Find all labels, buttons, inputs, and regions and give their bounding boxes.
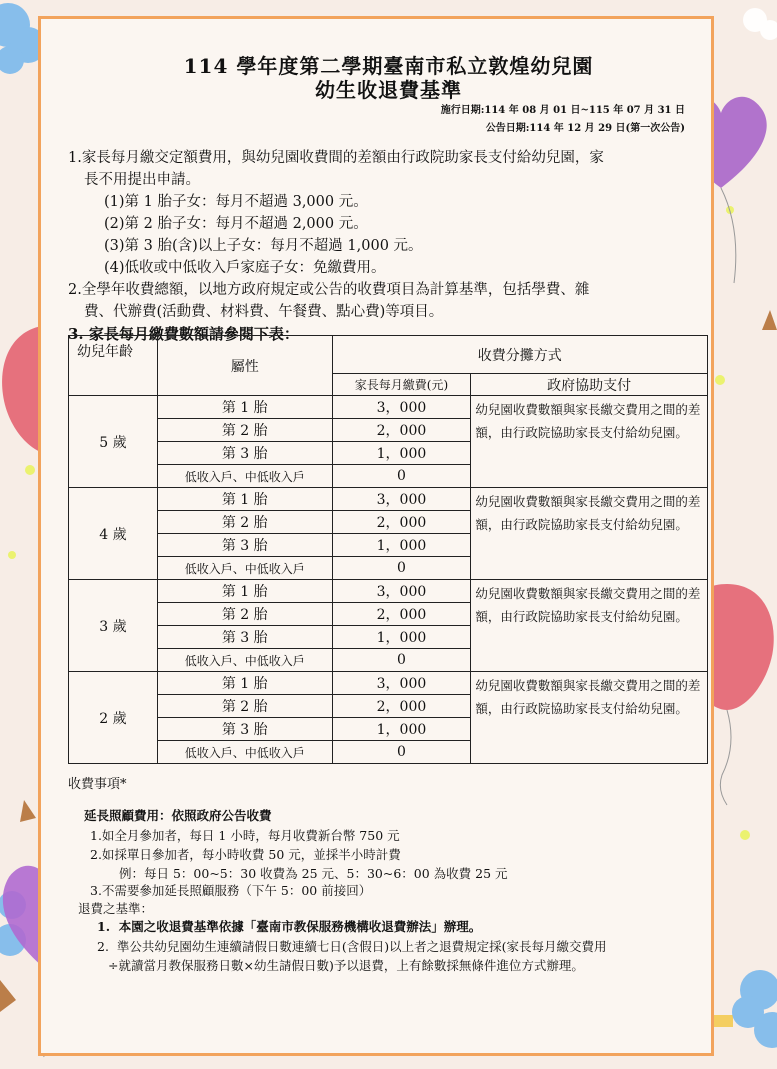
fee-cell: 2，000 bbox=[332, 511, 471, 534]
attribute-cell: 第 3 胎 bbox=[157, 442, 332, 465]
attribute-cell: 第 2 胎 bbox=[157, 603, 332, 626]
fee-cell: 3，000 bbox=[332, 396, 471, 419]
gov-support-cell: 幼兒園收費數額與家長繳交費用之間的差額，由行政院協助家長支付給幼兒園。 bbox=[471, 396, 708, 488]
fee-cell: 3，000 bbox=[332, 580, 471, 603]
effective-date: 施行日期:114 年 08 月 01 日~115 年 07 月 31 日 bbox=[440, 105, 685, 116]
attribute-cell: 第 3 胎 bbox=[157, 626, 332, 649]
list-item: 2.如採單日參加者，每小時收費 50 元，並採半小時計費 bbox=[90, 847, 401, 862]
list-item: (3)第 3 胎(含)以上子女：每月不超過 1,000 元。 bbox=[104, 238, 423, 254]
attribute-cell: 低收入戶、中低收入戶 bbox=[157, 649, 332, 672]
list-item: 1. 本園之收退費基準依據「臺南市教保服務機構收退費辦法」辦理。 bbox=[97, 919, 482, 934]
fee-cell: 3，000 bbox=[332, 488, 471, 511]
age-cell: 2 歲 bbox=[69, 672, 158, 764]
list-item: (1)第 1 胎子女：每月不超過 3,000 元。 bbox=[104, 194, 368, 210]
title-line-2: 幼生收退費基準 bbox=[315, 78, 462, 102]
attribute-cell: 第 3 胎 bbox=[157, 718, 332, 741]
table-row bbox=[69, 672, 708, 695]
gov-support-cell: 幼兒園收費數額與家長繳交費用之間的差額，由行政院協助家長支付給幼兒園。 bbox=[471, 488, 708, 580]
age-cell: 3 歲 bbox=[69, 580, 158, 672]
list-item: 1.如全月參加者，每日 1 小時，每月收費新台幣 750 元 bbox=[90, 828, 400, 843]
fee-cell: 2，000 bbox=[332, 695, 471, 718]
attribute-cell: 低收入戶、中低收入戶 bbox=[157, 741, 332, 764]
age-cell: 4 歲 bbox=[69, 488, 158, 580]
fee-table bbox=[68, 335, 708, 764]
announced-date: 公告日期:114 年 12 月 29 日(第一次公告) bbox=[485, 123, 685, 134]
table-row bbox=[69, 488, 708, 511]
notes-heading: 收費事項* bbox=[68, 777, 127, 792]
list-item: (4)低收或中低收入戶家庭子女：免繳費用。 bbox=[104, 260, 386, 276]
gov-support-cell: 幼兒園收費數額與家長繳交費用之間的差額，由行政院協助家長支付給幼兒園。 bbox=[471, 580, 708, 672]
fee-cell: 0 bbox=[332, 649, 471, 672]
fee-cell: 1，000 bbox=[332, 534, 471, 557]
attribute-cell: 第 1 胎 bbox=[157, 672, 332, 695]
list-item: ÷就讀當月教保服務日數×幼生請假日數)予以退費，上有餘數採無條件進位方式辦理。 bbox=[108, 958, 584, 973]
header-parent-fee: 家長每月繳費(元) bbox=[332, 374, 471, 396]
table-row bbox=[69, 396, 708, 419]
age-cell: 5 歲 bbox=[69, 396, 158, 488]
list-item: (2)第 2 胎子女：每月不超過 2,000 元。 bbox=[104, 216, 368, 232]
table-row bbox=[69, 580, 708, 603]
header-split: 收費分攤方式 bbox=[332, 336, 707, 374]
extended-care-title: 延長照顧費用：依照政府公告收費 bbox=[84, 808, 272, 823]
title-line-1: 114 學年度第二學期臺南市私立敦煌幼兒園 bbox=[183, 54, 594, 78]
attribute-cell: 第 2 胎 bbox=[157, 419, 332, 442]
fee-cell: 1，000 bbox=[332, 626, 471, 649]
attribute-cell: 低收入戶、中低收入戶 bbox=[157, 465, 332, 488]
section-3-heading: 3. 家長每月繳費數額請參閱下表： bbox=[68, 325, 299, 343]
list-item: 例：每日 5：00~5：30 收費為 25 元、5：30~6：00 為收費 25 元 bbox=[119, 866, 508, 881]
section-1 bbox=[68, 147, 708, 345]
refund-heading: 退費之基準： bbox=[78, 901, 154, 916]
attribute-cell: 第 1 胎 bbox=[157, 396, 332, 419]
fee-cell: 3，000 bbox=[332, 672, 471, 695]
attribute-cell: 第 2 胎 bbox=[157, 511, 332, 534]
header-age: 幼兒年齡 bbox=[69, 336, 158, 396]
section-1-text: 1.家長每月繳交定額費用，與幼兒園收費間的差額由行政院助家長支付給幼兒園，家 bbox=[68, 150, 604, 166]
header-gov: 政府協助支付 bbox=[471, 374, 708, 396]
attribute-cell: 低收入戶、中低收入戶 bbox=[157, 557, 332, 580]
header-attribute: 屬性 bbox=[157, 336, 332, 396]
list-item: 3.不需要參加延長照顧服務（下午 5：00 前接回） bbox=[90, 883, 372, 898]
fee-cell: 0 bbox=[332, 557, 471, 580]
fee-cell: 1，000 bbox=[332, 442, 471, 465]
list-item: 2. 準公共幼兒園幼生連續請假日數連續七日(含假日)以上者之退費規定採(家長每月繳交費用 bbox=[97, 939, 607, 954]
fee-cell: 0 bbox=[332, 465, 471, 488]
fee-cell: 0 bbox=[332, 741, 471, 764]
fee-cell: 2，000 bbox=[332, 603, 471, 626]
fee-cell: 1，000 bbox=[332, 718, 471, 741]
section-2-text-cont: 費、代辦費(活動費、材料費、午餐費、點心費)等項目。 bbox=[84, 304, 444, 320]
fee-cell: 2，000 bbox=[332, 419, 471, 442]
section-2-text: 2.全學年收費總額，以地方政府規定或公告的收費項目為計算基準，包括學費、雜 bbox=[68, 282, 590, 298]
gov-support-cell: 幼兒園收費數額與家長繳交費用之間的差額，由行政院協助家長支付給幼兒園。 bbox=[471, 672, 708, 764]
attribute-cell: 第 1 胎 bbox=[157, 488, 332, 511]
attribute-cell: 第 1 胎 bbox=[157, 580, 332, 603]
section-1-text-cont: 長不用提出申請。 bbox=[84, 172, 200, 188]
attribute-cell: 第 3 胎 bbox=[157, 534, 332, 557]
attribute-cell: 第 2 胎 bbox=[157, 695, 332, 718]
